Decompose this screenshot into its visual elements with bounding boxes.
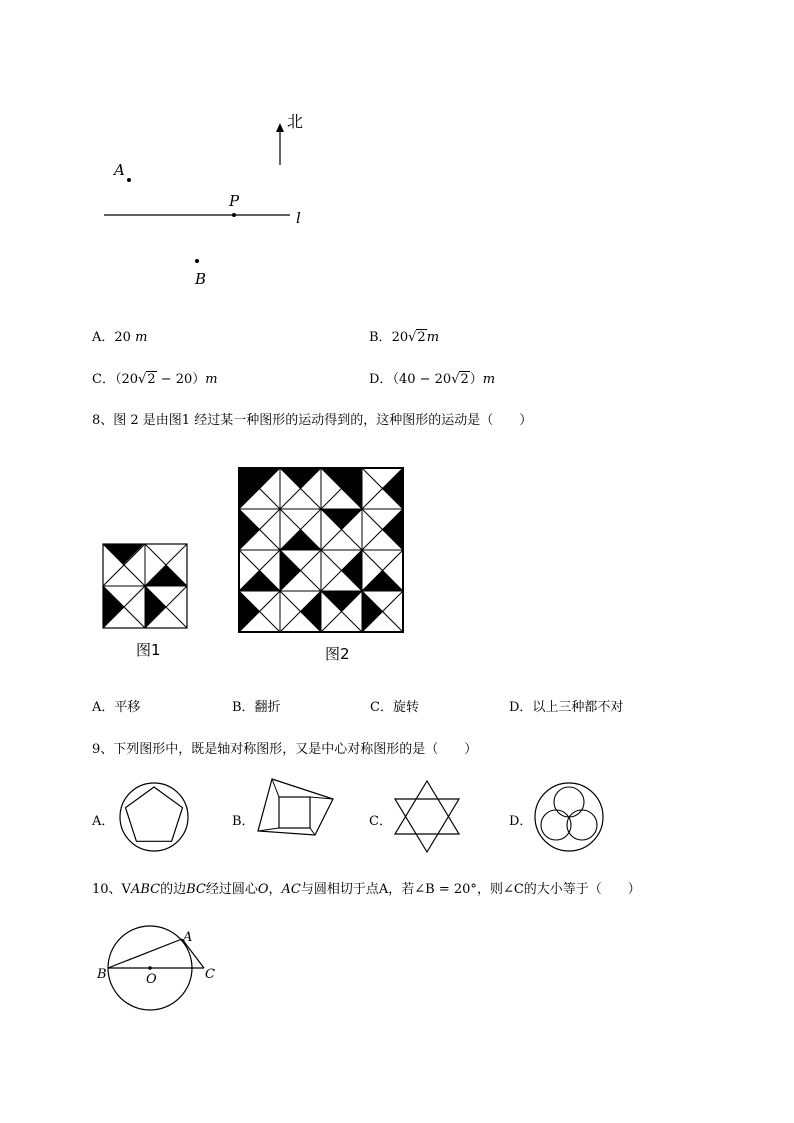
fig-label-o: O — [146, 972, 157, 987]
option-unit: m — [135, 330, 148, 345]
q7-option-c[interactable] — [92, 368, 218, 387]
north-arrow-head — [276, 123, 284, 132]
fig2-filled-triangle — [342, 550, 363, 591]
point-a-dot — [127, 178, 131, 182]
q10-question — [92, 878, 641, 897]
center-o: O — [257, 882, 269, 897]
option-label: B． — [369, 330, 392, 345]
q9-option-d-figure — [533, 781, 613, 861]
fig1-caption: 图1 — [136, 641, 161, 659]
option-rest: ） — [469, 372, 483, 387]
q9-option-a-label[interactable]: A． — [92, 814, 115, 829]
q7-option-d[interactable] — [369, 368, 495, 387]
fig-label-a: A — [183, 930, 193, 945]
option-prefix: 20 — [391, 330, 409, 345]
option-unit: m — [482, 372, 496, 387]
fig-label-b: B — [97, 967, 107, 982]
q10-text-6: 的大小等于（ ） — [523, 882, 641, 897]
option-unit: m — [426, 330, 440, 345]
fig2-filled-triangle — [301, 591, 322, 632]
q10-text-5: ，则 — [476, 882, 503, 897]
radicand: 2 — [460, 372, 469, 387]
q9-option-d-label[interactable]: D． — [509, 814, 533, 829]
fig2-filled-triangle — [383, 509, 404, 550]
q7-option-a[interactable] — [92, 326, 147, 345]
tri-symbol: V — [121, 882, 131, 897]
q10-text-3: ， — [268, 882, 282, 897]
option-lparen: （ — [114, 372, 122, 387]
q10-num: 10、 — [92, 882, 122, 897]
sqrt-expression: √2 — [138, 372, 156, 387]
side-bc: BC — [186, 882, 206, 897]
north-label: 北 — [287, 112, 304, 131]
option-rest: − 20） — [156, 372, 206, 387]
radicand: 2 — [147, 372, 156, 387]
q7-diagram — [0, 0, 794, 300]
q10-text-1: 的边 — [160, 882, 187, 897]
fig2-filled-triangle — [280, 468, 321, 489]
point-a-label: A — [114, 161, 125, 179]
point-p-label: P — [229, 192, 240, 210]
angle-c: ∠C — [502, 882, 524, 897]
q10-text-2: 经过圆心 — [205, 882, 258, 897]
point-b-dot — [195, 259, 199, 263]
option-unit: m — [205, 372, 218, 387]
q9-option-a-figure — [118, 781, 218, 861]
option-label: D． — [369, 372, 393, 387]
q8-fig2 — [238, 467, 408, 637]
fig2-filled-triangle — [239, 571, 280, 592]
q10-text-4: 与圆相切于点A，若 — [300, 882, 415, 897]
fig2-caption: 图2 — [325, 645, 350, 663]
fig2-filled-triangle — [383, 468, 404, 509]
point-b-label: B — [195, 270, 207, 288]
sqrt-expression: √2 — [408, 330, 426, 345]
q9-option-c-label[interactable]: C． — [369, 814, 392, 829]
fig2-filled-triangle — [321, 509, 362, 530]
sqrt-expression: √2 — [451, 372, 469, 387]
option-prefix: 20 — [121, 372, 139, 387]
q9-option-b-figure — [255, 779, 345, 849]
q9-option-b-label[interactable]: B． — [232, 814, 255, 829]
option-prefix: 20 — [434, 372, 452, 387]
q8-option-b[interactable]: B．翻折 — [232, 700, 281, 715]
q7-option-b[interactable] — [369, 326, 439, 345]
option-label: C． — [92, 372, 115, 387]
q8-fig1 — [102, 543, 192, 633]
point-p-dot — [232, 213, 236, 217]
q9-question: 9、下列图形中，既是轴对称图形，又是中心对称图形的是（ ） — [92, 742, 478, 757]
fig2-filled-triangle — [280, 550, 301, 591]
fig2-filled-triangle — [239, 509, 260, 550]
q9-option-c-figure — [393, 779, 473, 859]
option-label: A． — [92, 330, 115, 345]
q8-option-d[interactable]: D．以上三种都不对 — [509, 700, 624, 715]
q8-question: 8、图 2 是由图1 经过某一种图形的运动得到的，这种图形的运动是（ ） — [92, 413, 533, 428]
side-ac: AC — [281, 882, 301, 897]
fig2-filled-triangle — [362, 571, 403, 592]
option-lparen: （40 − — [392, 372, 435, 387]
tri-abc: ABC — [130, 882, 161, 897]
line-l-label: l — [296, 209, 301, 227]
q8-option-c[interactable]: C．旋转 — [370, 700, 419, 715]
fig-label-c: C — [205, 967, 215, 982]
option-value: 20 — [114, 330, 131, 345]
fig2-filled-triangle — [362, 591, 383, 632]
q8-option-a[interactable]: A．平移 — [92, 700, 141, 715]
fig2-filled-triangle — [239, 591, 260, 632]
radicand: 2 — [417, 330, 426, 345]
fig2-filled-triangle — [321, 591, 362, 612]
angle-b: ∠B = 20° — [414, 882, 477, 897]
fig2-filled-triangle — [280, 530, 321, 551]
